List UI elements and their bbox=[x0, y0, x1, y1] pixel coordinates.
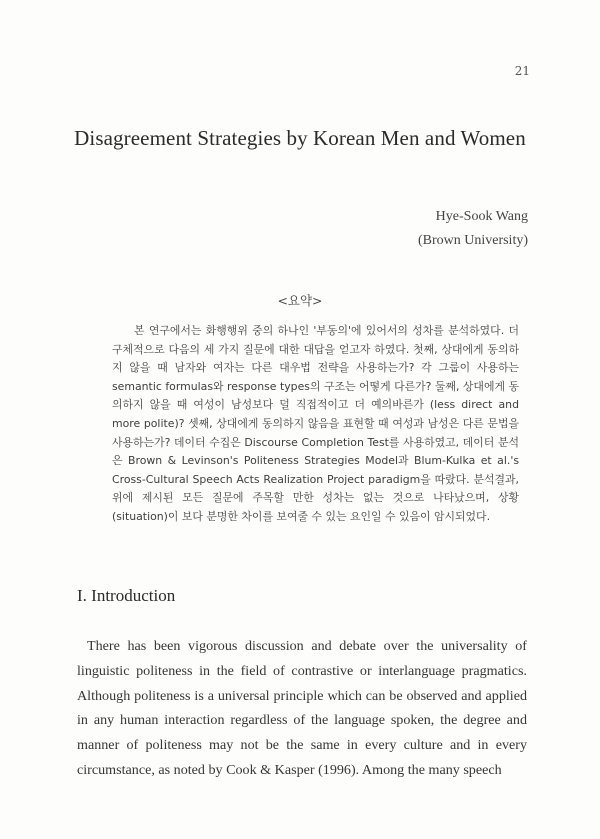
paper-title: Disagreement Strategies by Korean Men and Women bbox=[74, 126, 526, 150]
author-affiliation: (Brown University) bbox=[417, 233, 528, 248]
introduction-paragraph: There has been vigorous discussion and debate over the universality of linguistic politeness in the field of contrastive or interlanguage pragmatics. Although politeness is a universal principle which can be observed and applied in any human interaction regardless of the language spoken, the degree and manner of politeness may not be the same in every culture and in every circumstance, as noted by Cook & Kasper (1996). Among the many speech bbox=[77, 638, 527, 778]
abstract-heading: <요약> bbox=[277, 293, 323, 308]
page-number: 21 bbox=[514, 64, 530, 78]
abstract-body: 본 연구에서는 화행행위 중의 하나인 '부동의'에 있어서의 성차를 분석하였다. 더 구체적으로 다음의 세 가지 질문에 대한 대답을 얻고자 하였다. 첫째, 상대에게 동의하지 않을 때 남자와 여자는 다른 대우법 전략을 사용하는가? 각 그룹이 사용하는 semantic formulas와 response types의 구조는 어떻게 다른가? 둘째, 상대에게 동의하지 않을 때 여성이 남성보다 덜 직접적이고 더 예의바른가 (less direct and more polite)? 셋째, 상대에게 동의하지 않음을 표현할 때 여성과 남성은 다른 문법을 사용하는가? 데이터 수집은 Discourse Completion Test를 사용하였고, 데이터 분석은 Brown & Levinson's Politeness Strategies Model과 Blum-Kulka et al.'s Cross-Cultural Speech Acts Realization Project paradigm을 따랐다. 분석결과, 위에 제시된 모든 질문에 주목할 만한 성차는 없는 것으로 나타났으며, 상황 (situation)이 보다 분명한 차이를 보여줄 수 있는 요인일 수 있음이 암시되었다. bbox=[112, 324, 519, 523]
section-heading-introduction: I. Introduction bbox=[77, 586, 176, 605]
author-block bbox=[418, 205, 528, 253]
author-name: Hye-Sook Wang bbox=[435, 209, 528, 224]
